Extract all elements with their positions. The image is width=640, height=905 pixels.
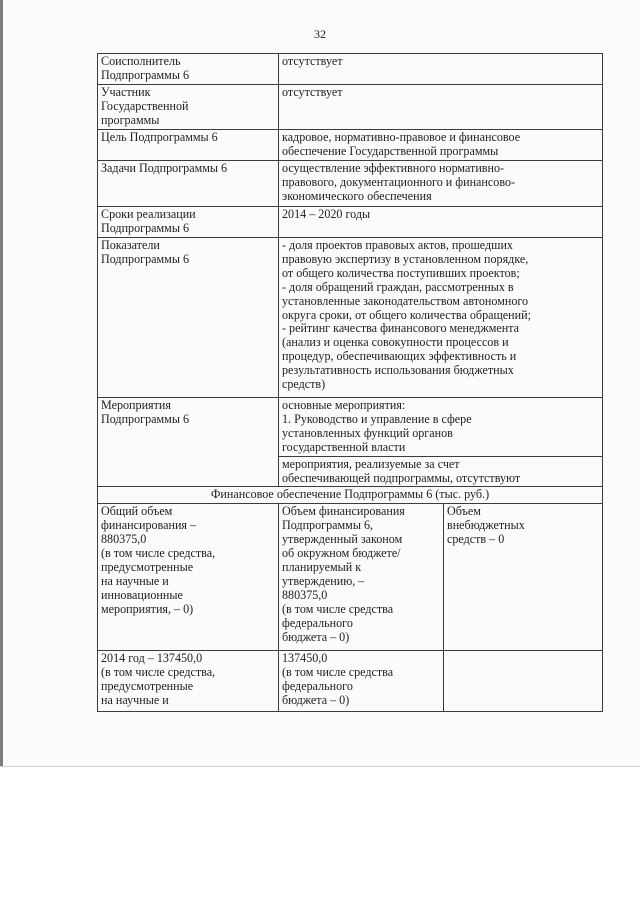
row-value bbox=[279, 456, 603, 487]
indicators-value bbox=[282, 239, 599, 392]
text-line: - рейтинг качества финансового менеджмента bbox=[282, 321, 520, 336]
finance-total-cell bbox=[98, 504, 279, 651]
table-row bbox=[98, 85, 603, 130]
table-row bbox=[98, 238, 603, 398]
row-value bbox=[279, 238, 603, 398]
row-label bbox=[98, 398, 279, 487]
text-line: федерального bbox=[282, 615, 353, 630]
text-line: бюджета – 0) bbox=[282, 693, 350, 708]
text-line: средств) bbox=[282, 377, 326, 392]
row-value bbox=[279, 130, 603, 161]
text-line: утверждению, – bbox=[282, 573, 365, 588]
subprogram-passport-table bbox=[97, 53, 603, 712]
finance-total-col1 bbox=[101, 505, 275, 616]
row-value bbox=[279, 85, 603, 130]
text-line: от общего количества поступивших проектов; bbox=[282, 265, 520, 280]
text-line: Цель Подпрограммы 6 bbox=[101, 130, 218, 144]
finance-2014-col2 bbox=[282, 652, 440, 708]
text-line: отсутствует bbox=[282, 85, 343, 99]
text-line: внебюджетных bbox=[447, 518, 525, 533]
text-line: планируемый к bbox=[282, 559, 362, 574]
text-line: предусмотренные bbox=[101, 679, 194, 694]
text-line: мероприятия, – 0) bbox=[101, 601, 194, 616]
scan-edge bbox=[0, 0, 3, 766]
text-line: инновационные bbox=[101, 587, 183, 602]
text-line: на научные и bbox=[101, 573, 169, 588]
text-line: обеспечение Государственной программы bbox=[282, 143, 499, 158]
table-row bbox=[98, 130, 603, 161]
text-line: Объем финансирования bbox=[282, 504, 405, 519]
text-line: Мероприятия bbox=[101, 398, 171, 412]
text-line: (в том числе средства bbox=[282, 601, 394, 616]
tasks-value bbox=[282, 162, 599, 204]
row-label bbox=[98, 207, 279, 238]
text-line: округа сроки, от общего количества обращений; bbox=[282, 307, 531, 322]
text-line: правового, документационного и финансово- bbox=[282, 174, 516, 189]
text-line: утвержденный законом bbox=[282, 532, 403, 547]
row-label bbox=[98, 161, 279, 207]
text-line: государственной власти bbox=[282, 439, 406, 454]
text-line: правовую экспертизу в установленном порядке, bbox=[282, 251, 529, 266]
row-value bbox=[279, 207, 603, 238]
text-line: Участник bbox=[101, 85, 151, 99]
measures-label bbox=[101, 399, 275, 427]
finance-year-cell bbox=[98, 651, 279, 712]
table-row bbox=[98, 398, 603, 457]
finance-title: Финансовое обеспечение Подпрограммы 6 (тыс. руб.) bbox=[210, 487, 490, 502]
finance-year-cell bbox=[444, 651, 603, 712]
text-line: Подпрограммы 6 bbox=[101, 411, 190, 426]
text-line: предусмотренные bbox=[101, 559, 194, 574]
period-value bbox=[282, 208, 599, 222]
text-line: установленные законодательством автономного bbox=[282, 293, 529, 308]
participant-value bbox=[282, 86, 599, 100]
period-label bbox=[101, 208, 275, 236]
text-line: Соисполнитель bbox=[101, 54, 181, 68]
text-line: программы bbox=[101, 112, 160, 127]
row-label bbox=[98, 130, 279, 161]
text-line: (в том числе средства, bbox=[101, 546, 216, 561]
table-row bbox=[98, 651, 603, 712]
coexecutor-value bbox=[282, 55, 599, 69]
text-line: - доля обращений граждан, рассмотренных в bbox=[282, 279, 514, 294]
row-label bbox=[98, 54, 279, 85]
text-line: мероприятия, реализуемые за счет bbox=[282, 456, 460, 471]
text-line: об окружном бюджете/ bbox=[282, 546, 401, 561]
row-label bbox=[98, 238, 279, 398]
text-line: на научные и bbox=[101, 693, 169, 708]
measures-main-value bbox=[282, 399, 599, 455]
participant-label bbox=[101, 86, 275, 128]
finance-2014-col1 bbox=[101, 652, 275, 708]
table-row bbox=[98, 161, 603, 207]
row-value bbox=[279, 398, 603, 457]
table-row bbox=[98, 487, 603, 504]
page-number: 32 bbox=[314, 27, 326, 41]
text-line: Сроки реализации bbox=[101, 207, 196, 221]
text-line: осуществление эффективного нормативно- bbox=[282, 161, 505, 175]
text-line: отсутствует bbox=[282, 54, 343, 68]
text-line: установленных функций органов bbox=[282, 425, 453, 440]
text-line: Объем bbox=[447, 504, 481, 519]
finance-total-cell bbox=[279, 504, 444, 651]
measures-extra-value bbox=[282, 458, 599, 486]
table-row bbox=[98, 54, 603, 85]
table-row bbox=[98, 504, 603, 651]
text-line: 880375,0 bbox=[282, 587, 328, 602]
text-line: процедур, обеспечивающих эффективность и bbox=[282, 349, 517, 364]
text-line: Государственной bbox=[101, 98, 189, 113]
text-line: федерального bbox=[282, 679, 353, 694]
text-line: средств – 0 bbox=[447, 532, 505, 547]
text-line: Подпрограммы 6 bbox=[101, 220, 190, 235]
row-value bbox=[279, 54, 603, 85]
text-line: Задачи Подпрограммы 6 bbox=[101, 161, 228, 175]
text-line: результативность использования бюджетных bbox=[282, 363, 514, 378]
finance-total-col3 bbox=[447, 505, 599, 547]
goal-label bbox=[101, 131, 275, 145]
finance-total-col2 bbox=[282, 505, 440, 644]
goal-value bbox=[282, 131, 599, 159]
text-line: (анализ и оценка совокупности процессов и bbox=[282, 335, 509, 350]
text-line: Подпрограммы 6, bbox=[282, 518, 374, 533]
text-line: Подпрограммы 6 bbox=[101, 251, 190, 266]
text-line: кадровое, нормативно-правовое и финансовое bbox=[282, 130, 521, 144]
text-line: (в том числе средства bbox=[282, 665, 394, 680]
row-label bbox=[98, 85, 279, 130]
row-value bbox=[279, 161, 603, 207]
finance-year-cell bbox=[279, 651, 444, 712]
finance-total-cell bbox=[444, 504, 603, 651]
finance-title-cell bbox=[98, 487, 603, 504]
text-line: (в том числе средства, bbox=[101, 665, 216, 680]
coexecutor-label bbox=[101, 55, 275, 83]
indicators-label bbox=[101, 239, 275, 267]
text-line: обеспечивающей подпрограммы, отсутствуют bbox=[282, 470, 521, 485]
tasks-label bbox=[101, 162, 275, 176]
text-line: экономического обеспечения bbox=[282, 188, 432, 203]
text-line: финансирования – bbox=[101, 518, 197, 533]
text-line: бюджета – 0) bbox=[282, 629, 350, 644]
text-line: 2014 – 2020 годы bbox=[282, 207, 371, 221]
text-line: основные мероприятия: bbox=[282, 398, 406, 412]
text-line: Показатели bbox=[101, 238, 160, 252]
text-line: Подпрограммы 6 bbox=[101, 67, 190, 82]
text-line: Общий объем bbox=[101, 504, 173, 519]
text-line: - доля проектов правовых актов, прошедших bbox=[282, 238, 513, 252]
text-line: 137450,0 bbox=[282, 651, 328, 666]
text-line: 880375,0 bbox=[101, 532, 147, 547]
text-line: 1. Руководство и управление в сфере bbox=[282, 411, 472, 426]
table-row bbox=[98, 207, 603, 238]
text-line: 2014 год – 137450,0 bbox=[101, 651, 203, 666]
